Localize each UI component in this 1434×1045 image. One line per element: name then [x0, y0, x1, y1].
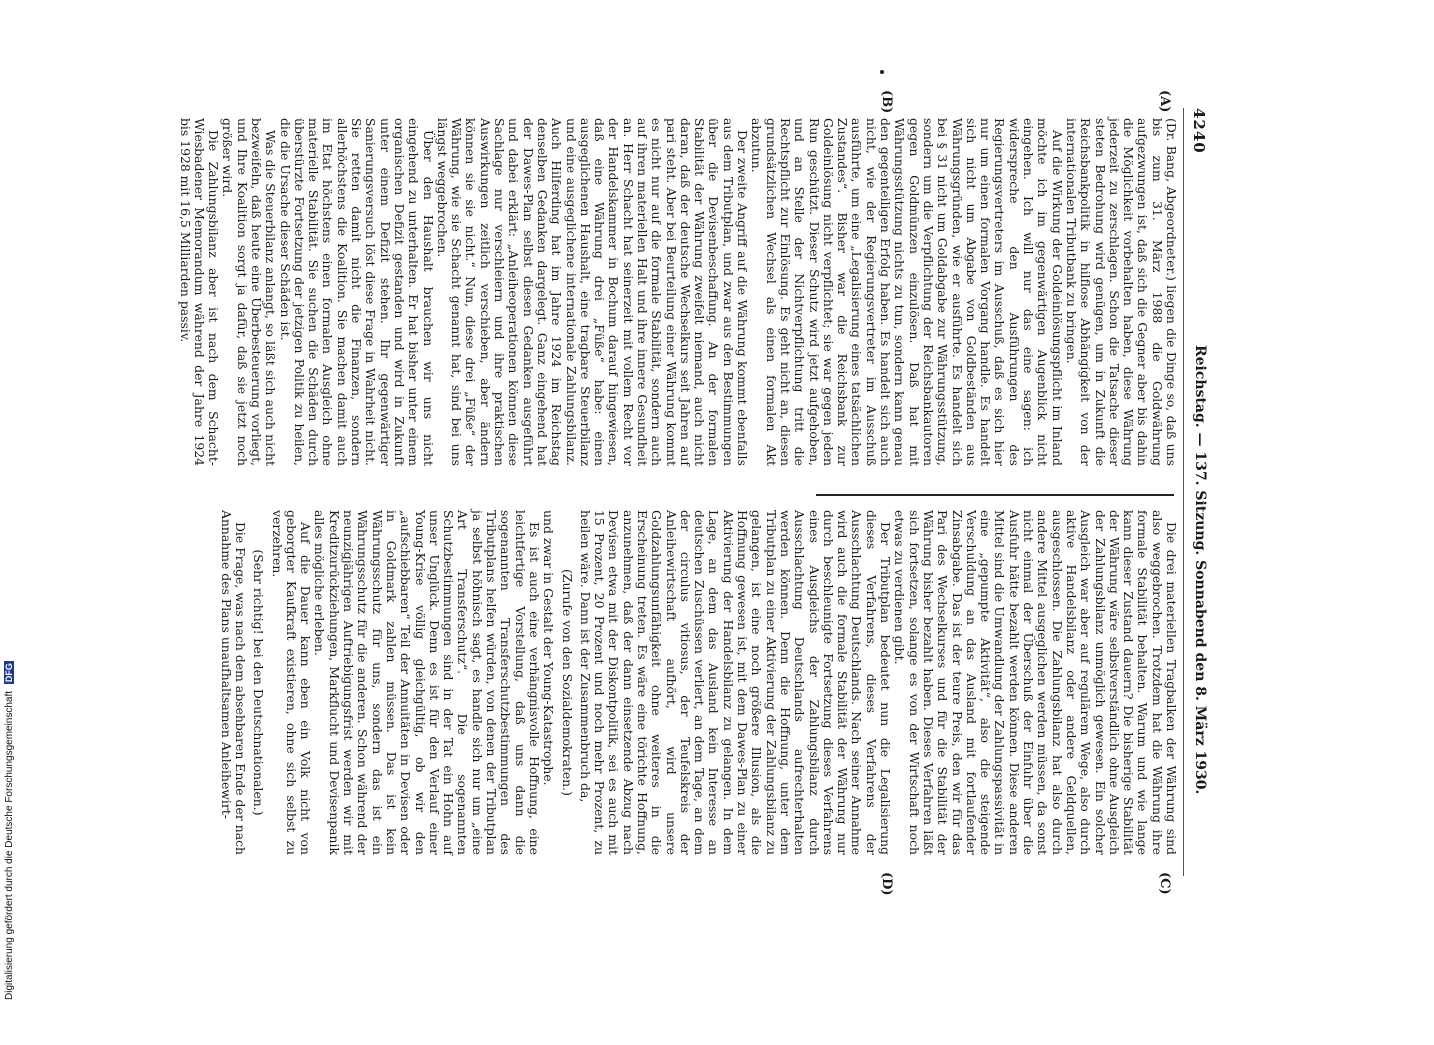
footer-text: Digitalisierung gefördert durch die Deutsche Forschungsgemeinschaft	[4, 690, 15, 1000]
header-rule	[1183, 108, 1184, 876]
paragraph: und zwar in Gestalt der Young-Katastrophe.	[541, 510, 557, 786]
interjection: (Zurufe von den Sozialdemokraten.)	[559, 569, 575, 796]
left-column	[177, 118, 1178, 466]
right-column	[218, 510, 1178, 855]
margin-marker-c: (C)	[1157, 872, 1172, 895]
margin-marker-a: (A)	[1157, 90, 1172, 113]
paragraph: Der Tributplan bedeutet nun die Legalisierung dieses Verfahrens, dieses Verfahrens der Ausschlachtung Deutschlands. Nach seiner Annahme wird auch die formale Stabilität der Währung nur durch beschleunigte Fortsetzung dieses Verfahrens eines Ausgleichs der Zahlungsbilanz durch Ausschlachtung Deutschlands aufrechterhalten werden können. Denn die Hoffnung, unter dem Tributplan zu einer Aktivierung der Zahlungsbilanz zu gelangen, ist eine noch größere Illusion, als die Hoffnung gewesen ist, mit dem Dawes-Plan zu einer Aktivierung der Handelsbilanz zu gelangen. In dem Lage, an dem das Ausland kein Interesse an deutschen Zuschüssen verliert, an dem Tage, an dem der circulus vitiosus, der Teufelskreis der Anleihewirtschaft aufhört, wird unsere Goldzahlungsunfähigkeit ohne weiteres in die Erscheinung treten. Es wäre eine törichte Hoffnung, anzunehmen, daß der dann einsetzende Abzug nach Devisen etwa mit der Diskontpolitik, sei es auch mit 15 Prozent, 20 Prozent und noch mehr Prozent, zu heilen wäre. Dann ist der Zusammenbruch da,	[577, 510, 894, 855]
column-divider	[816, 494, 1174, 496]
paragraph: Es ist auch eine verhängnisvolle Hoffnung, eine leichtfertige Vorstellung, daß uns dann die sogenannten Transferschutzbestimmungen des Tributplans helfen würden, von denen der Tributplan ja selbst höhnisch sagt, es handle sich nur um „eine Art Transferschutz“. Die sogenannten Schutzbestimmungen sind in der Tat ein Hohn auf unser Unglück. Denn es ist für den Verlauf einer Young-Krise völlig gleichgültig, ob wir den „aufschiebbaren“ Teil der Annuitäten in Devisen oder in Goldmark zahlen müssen. Das ist kein Währungsschutz für uns, sondern das ist ein Währungsschutz für die anderen. Schon während der neunzigjährigen Auftriebigungsfrist werden wir mit Kreditzurückziehungen, Markflucht und Devisenpanik alles mögliche erleben.	[312, 510, 542, 855]
paragraph: Die Frage, was nach dem absehbaren Ende der nach Annahme des Plans unaufhaltsamen Anleihewirt-	[218, 510, 248, 855]
paragraph: Der zweite Angriff auf die Währung kommt ebenfalls aus dem Tributplan, und zwar aus den Bestimmungen über die Devisenbeschaffung. An der formalen Stabilität der Währung zweifelt niemand, auch nicht daran, daß der deutsche Wechselkurs seit Jahren auf pari steht. Aber bei Beurteilung einer Währung kommt es nicht nur auf die formale Stabilität, sondern auch auf ihren materiellen Halt und ihre innere Gesundheit an. Herr Schacht hat seinerzeit mit vollem Recht vor der Handelskammer in Bochum darauf hingewiesen, daß eine Währung drei „Füße“ habe: einen ausgeglichenen Haushalt, eine tragbare Steuerbilanz und eine ausgeglichene internationale Zahlungsbilanz. Auch Hilferding hat im Jahre 1924 im Reichstag denselben Gedanken dargelegt. Ganz eingehend hat der Dawes-Plan selbst diesen Gedanken ausgeführt und dabei erklärt: „Anleiheoperationen können diese Sachlage nur verschleiern und ihre praktischen Auswirkungen zeitlich verschieben, aber ändern können sie sie nicht.“ Nun, diese drei „Füße“ der Währung, wie sie Schacht genannt hat, sind bei uns längst weggebrochen.	[434, 118, 751, 466]
page-number: 4240	[1190, 108, 1208, 154]
paragraph: Die drei materiellen Tragbalken der Währung sind also weggebrochen. Trotzdem hat die Währung ihre formale Stabilität behalten. Warum und wie lange kann dieser Zustand dauern? Die bisherige Stabilität der Währung wäre selbstverständlich ohne Ausgleich der Zahlungsbilanz unmöglich gewesen. Ein solcher Ausgleich war aber auf regulärem Wege, also durch aktive Handelsbilanz oder andere Geldquellen, ausgeschlossen. Die Zahlungsbilanz hat also durch andere Mittel ausgeglichen werden müssen, da sonst nicht einmal der Überschuß der Einfuhr über die Ausfuhr hätte bezahlt werden können. Diese anderen Mittel sind die Umwandlung der Zahlungspassivität in eine „gepumpte Aktivität“, also die steigende Verschuldung an das Ausland mit fortlaufender Zinsabgabe. Das ist der teure Preis, den wir für das Pari des Wechselkurses und für die Stabilität der Währung bisher bezahlt haben. Dieses Verfahren läßt sich fortsetzen, solange es von der Wirtschaft noch etwas zu verdienen gibt.	[892, 510, 1179, 855]
margin-marker-b: (B)	[879, 90, 894, 114]
paragraph: Auf die Wirkung der Goldeinlösungspflicht im Inland möchte ich im gegenwärtigen Augenblick nicht eingehen. Ich will nur das eine sagen: ich widerspreche den Ausführungen des Regierungsvertreters im Ausschuß, daß es sich hier nur um einen formalen Vorgang handle. Es handelt sich nicht um Abgabe von Goldbeständen aus Währungsgründen, wie er ausführte. Es handelt sich bei § 31 nicht um Goldabgabe zur Währungsstützung, sondern um die Verpflichtung der Reichsbankautoren gegen Goldmünzen einzulösen. Daß hat mit Währungsstützung nichts zu tun, sondern kann genau den gegenteiligen Erfolg haben. Es handelt sich auch nicht, wie der Regierungsvertreter im Ausschuß ausführte, um eine „Legalisierung eines tatsächlichen Zustandes“. Bisher war die Reichsbank zur Goldeinlösung nicht verpflichtet; sie war gegen jeden Run geschützt. Dieser Schutz wird jetzt aufgehoben, und an Stelle der Nichtverpflichtung tritt die Rechtspflicht zur Einlösung. Es geht nicht an, diesen grundsätzlichen Wechsel als einen formalen Akt abzutun.	[749, 118, 1065, 466]
paragraph: (Dr. Bang, Abgeordneter.) liegen die Dinge so, daß uns bis zum 31. März 1988 die Goldwährung aufgezwungen ist, daß sich die Gegner aber bis dahin die Möglichkeit vorbehalten haben, diese Währung jederzeit zu zerschlagen. Schon die Tatsache dieser steten Bedrohung wird genügen, um in Zukunft die Reichsbankpolitik in hilflose Abhängigkeit von der internationalen Tributbank zu bringen.	[1063, 118, 1179, 466]
running-head: Reichstag. — 137. Sitzung. Sonnabend den 8. März 1930.	[1192, 345, 1208, 795]
dfg-logo: DFG	[4, 663, 14, 683]
margin-marker-d: (D)	[879, 872, 894, 896]
interjection: (Sehr richtig! bei den Deutschnationalen.)	[251, 549, 267, 816]
funding-footer	[4, 661, 15, 1000]
paragraph: Auf die Dauer kann eben ein Volk nicht von geborgter Kaufkraft existieren, ohne sich selbst zu verzehren.	[269, 510, 314, 855]
paragraph: Über den Haushalt brauchen wir uns nicht eingehend zu unterhalten. Er hat bisher unter einem organischen Defizit gestanden und wird in Zukunft unter einem Defizit stehen. Ihr gegenwärtiger Sanierungsversuch löst diese Frage in Wahrheit nicht. Sie retten damit nicht die Finanzen, sondern allerhöchstens die Koalition. Sie machen damit auch im Etat höchstens einen formalen Ausgleich ohne materielle Stabilität. Sie suchen die Schäden durch überstürzte Fortsetzung der jetzigen Politik zu heilen, die die Ursache dieser Schäden ist.	[277, 118, 436, 466]
paragraph: Die Zahlungsbilanz aber ist nach dem Schacht-Wiesbadener Memorandum während der Jahre 1924 bis 1928 mit 16,5 Milliarden passiv.	[177, 118, 222, 466]
paragraph: Was die Steuerbilanz anlangt, so läßt sich auch nicht bezweifeln, daß heute eine Überbesteuerung vorliegt, und Ihre Koalition sorgt ja dafür, daß sie jetzt noch größer wird.	[220, 118, 279, 466]
